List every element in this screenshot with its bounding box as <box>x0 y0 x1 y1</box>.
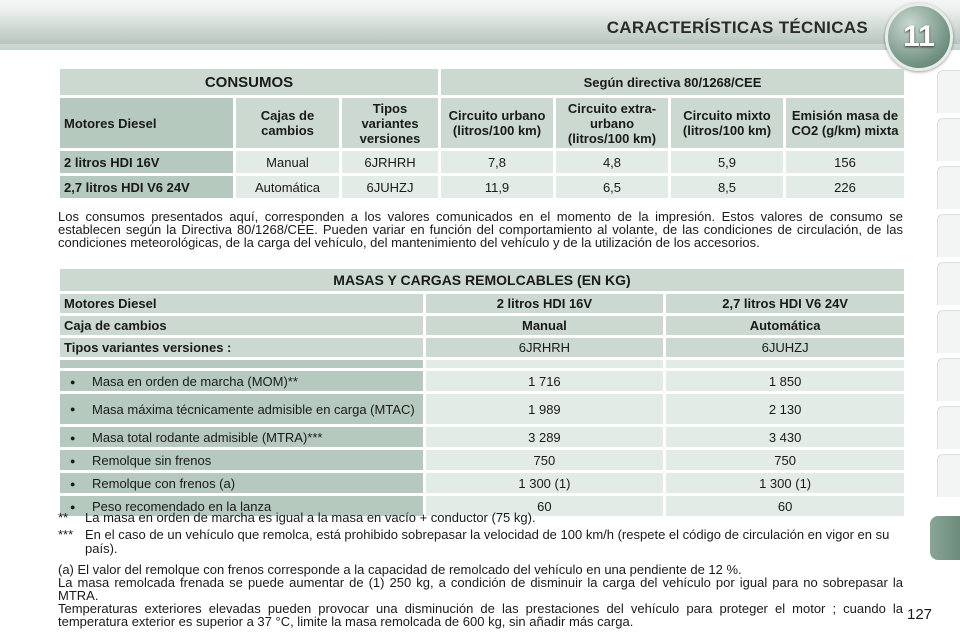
table-cell: 7,8 <box>441 151 553 173</box>
table-cell: 11,9 <box>441 176 553 198</box>
table-cell: 156 <box>786 151 904 173</box>
table-cell: 6JRHRH <box>342 151 438 173</box>
side-tab[interactable] <box>937 310 960 353</box>
col-header: Circuito extra-urbano (litros/100 km) <box>556 98 668 148</box>
side-tab[interactable] <box>937 406 960 449</box>
table-cell: 4,8 <box>556 151 668 173</box>
table-cell: 2 130 <box>666 394 904 424</box>
table-row <box>60 450 904 470</box>
table-cell: 1 850 <box>666 371 904 391</box>
side-tab-active[interactable] <box>930 516 960 560</box>
col-header: Emisión masa de CO2 (g/km) mixta <box>786 98 904 148</box>
table-cell: 3 430 <box>666 427 904 447</box>
table-cell: 6JUHZJ <box>342 176 438 198</box>
header-cell: 6JUHZJ <box>666 338 904 357</box>
footer-paragraph: (a) El valor del remolque con frenos corresponde a la capacidad de remolcado del vehículo en una pendiente de 12 %. <box>58 562 742 577</box>
spacer <box>666 360 904 368</box>
consumos-title: CONSUMOS <box>60 69 438 95</box>
consumos-note: Los consumos presentados aquí, corresponden a los valores comunicados en el momento de la impresión. Estos valores de consumo se establecen según la Directiva 80/1268/CEE. Pueden variar en función del comportamiento al volante, de las condiciones de circulación, de las condiciones meteorológicas, de la carga del vehículo, del mantenimiento del vehículo y de la utilización de los accesorios. <box>58 209 903 250</box>
col-header: Cajas de cambios <box>236 98 339 148</box>
table-cell: 226 <box>786 176 904 198</box>
chapter-badge <box>885 3 953 71</box>
page-number: 127 <box>907 606 933 623</box>
table-row <box>60 151 904 173</box>
mass-label-text: Remolque con frenos (a) <box>92 475 236 491</box>
footnote-mark: ** <box>58 510 69 525</box>
mass-label <box>60 371 423 391</box>
table-cell: 8,5 <box>671 176 783 198</box>
footnote-mark: *** <box>58 527 74 542</box>
mass-label <box>60 394 423 424</box>
header-cell: Manual <box>426 316 664 335</box>
header-cell: 2,7 litros HDI V6 24V <box>666 294 904 313</box>
footnote-text: En el caso de un vehículo que remolca, está prohibido sobrepasar la velocidad de 100 km/h (respete el código de circulación en vigor en su país). <box>85 527 890 556</box>
table-row <box>60 371 904 391</box>
bullet-icon: ● <box>70 403 76 414</box>
table-cell: 6,5 <box>556 176 668 198</box>
spacer <box>426 360 664 368</box>
table-cell: 60 <box>666 496 904 516</box>
col-header: Motores Diesel <box>60 98 233 148</box>
table-cell: 750 <box>666 450 904 470</box>
header-cell: Motores Diesel <box>60 294 423 313</box>
header-cell: Caja de cambios <box>60 316 423 335</box>
consumos-table <box>57 66 907 201</box>
engine-cell: 2,7 litros HDI V6 24V <box>60 176 233 198</box>
mass-label <box>60 473 423 493</box>
col-header: Circuito urbano (litros/100 km) <box>441 98 553 148</box>
header-cell: 6JRHRH <box>426 338 664 357</box>
header-cell: Tipos variantes versiones : <box>60 338 423 357</box>
table-cell: 750 <box>426 450 664 470</box>
side-tab[interactable] <box>937 214 960 257</box>
mass-label <box>60 427 423 447</box>
table-row <box>60 394 904 424</box>
table-cell: 60 <box>426 496 664 516</box>
bullet-icon: ● <box>70 377 76 388</box>
col-header: Tipos variantes versiones <box>342 98 438 148</box>
table-cell: Automática <box>236 176 339 198</box>
masas-table <box>57 266 907 519</box>
page-header <box>0 0 960 53</box>
table-cell: 1 300 (1) <box>666 473 904 493</box>
side-tab[interactable] <box>937 358 960 401</box>
footnote <box>58 528 903 556</box>
bullet-icon: ● <box>70 479 76 490</box>
table-cell: 1 716 <box>426 371 664 391</box>
side-tabs <box>932 70 960 630</box>
mass-label-text: Masa máxima técnicamente admisible en carga (MTAC) <box>92 401 415 417</box>
table-cell: Manual <box>236 151 339 173</box>
side-tab[interactable] <box>937 454 960 497</box>
directive-label: Según directiva 80/1268/CEE <box>441 69 904 95</box>
footnote-text: La masa en orden de marcha es igual a la masa en vacío + conductor (75 kg). <box>85 510 536 525</box>
chapter-title: CARACTERÍSTICAS TÉCNICAS <box>606 18 868 37</box>
footer-paragraph: La masa remolcada frenada se puede aumentar de (1) 250 kg, a condición de disminuir la carga del vehículo por igual para no sobrepasar la MTRA. <box>58 575 903 603</box>
table-cell: 3 289 <box>426 427 664 447</box>
header-cell: 2 litros HDI 16V <box>426 294 664 313</box>
bullet-icon: ● <box>70 433 76 444</box>
masas-title: MASAS Y CARGAS REMOLCABLES (EN KG) <box>60 269 904 291</box>
footnote <box>58 511 903 525</box>
col-header: Circuito mixto (litros/100 km) <box>671 98 783 148</box>
table-row <box>60 176 904 198</box>
table-row <box>60 427 904 447</box>
spacer <box>60 360 423 368</box>
mass-label-text: Masa en orden de marcha (MOM)** <box>92 373 298 389</box>
table-cell: 1 300 (1) <box>426 473 664 493</box>
mass-label-text: Peso recomendado en la lanza <box>92 498 272 514</box>
table-cell: 5,9 <box>671 151 783 173</box>
table-row <box>60 473 904 493</box>
chapter-number: 11 <box>903 20 935 53</box>
bullet-icon: ● <box>70 502 76 513</box>
header-cell: Automática <box>666 316 904 335</box>
engine-cell: 2 litros HDI 16V <box>60 151 233 173</box>
side-tab[interactable] <box>937 118 960 161</box>
table-cell: 1 989 <box>426 394 664 424</box>
footer-paragraph: Temperaturas exteriores elevadas pueden provocar una disminución de las prestaciones del vehículo para proteger el motor ; cuando la temperatura exterior es superior a 37 °C, limite la masa remolcada de 600 kg, sin añadir más carga. <box>58 601 903 629</box>
side-tab[interactable] <box>937 166 960 209</box>
side-tab[interactable] <box>937 70 960 113</box>
mass-label-text: Masa total rodante admisible (MTRA)*** <box>92 429 323 445</box>
mass-label-text: Remolque sin frenos <box>92 452 212 468</box>
bullet-icon: ● <box>70 456 76 467</box>
mass-label <box>60 450 423 470</box>
side-tab[interactable] <box>937 262 960 305</box>
